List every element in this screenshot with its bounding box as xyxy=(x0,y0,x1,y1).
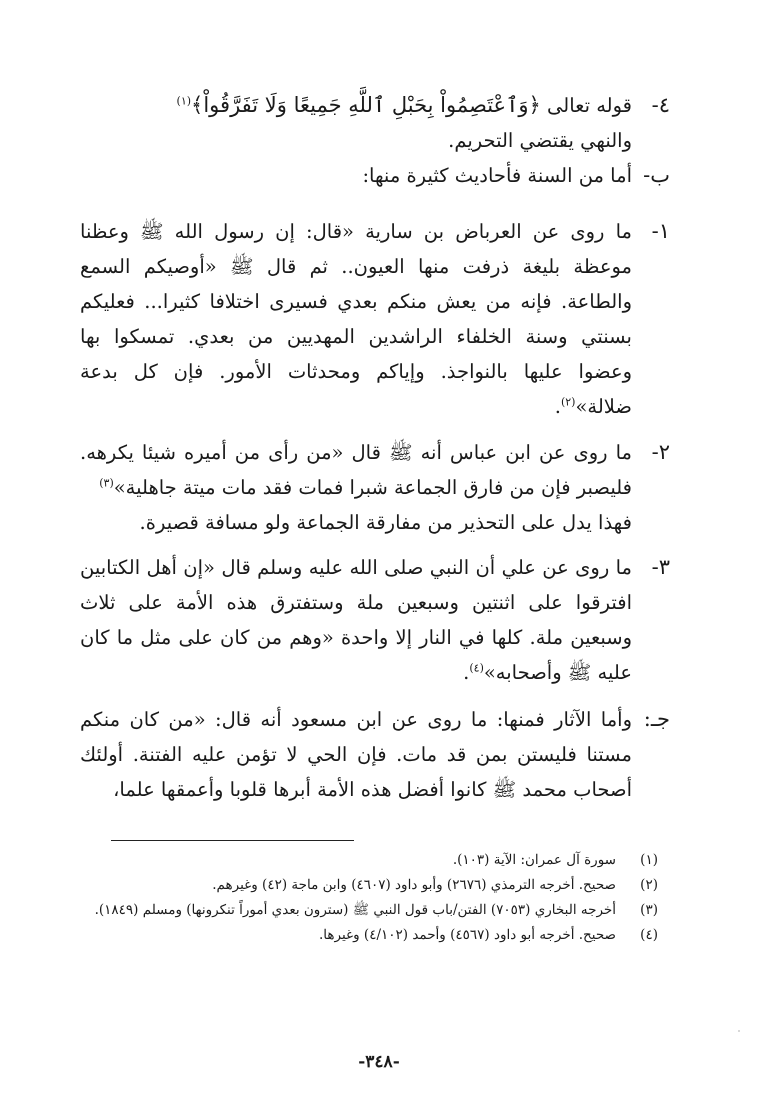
scan-speck xyxy=(738,1030,740,1032)
athar xyxy=(80,702,670,807)
hadith-1-number: ١- xyxy=(651,219,670,243)
footnote-1-number: (١) xyxy=(640,852,658,868)
footnotes xyxy=(88,848,658,948)
heading-sunnah-text: أما من السنة فأحاديث كثيرة منها: xyxy=(362,164,632,187)
athar-text: وأما الآثار فمنها: ما روى عن ابن مسعود أنه قال: «من كان منكم مستنا فليستن بمن قد مات. فإن الحي لا تؤمن عليه الفتنة. أولئك أصحاب محمد ﷺ كانوا أفضل هذه الأمة أبرها قلوبا وأعمقها علما، xyxy=(80,708,632,801)
footnote-4-text: صحيح. أخرجه أبو داود (٤٥٦٧) وأحمد (٤/١٠٢) وغيرها. xyxy=(319,927,616,943)
footnote-divider xyxy=(111,840,354,841)
hadith-1 xyxy=(80,214,670,424)
footnote-3-text: أخرجه البخاري (٧٠٥٣) الفتن/باب قول النبي ﷺ (سترون بعدي أموراً تنكرونها) ومسلم (١٨٤٩). xyxy=(94,902,616,918)
hadith-2 xyxy=(80,435,670,540)
page-number: -٣٤٨- xyxy=(358,1052,400,1072)
hadith-2-commentary: فهذا يدل على التحذير من مفارقة الجماعة ولو مسافة قصيرة. xyxy=(139,511,632,534)
hadith-3 xyxy=(80,550,670,690)
hadith-1-text: ما روى عن العرباض بن سارية «قال: إن رسول الله ﷺ وعظنا موعظة بليغة ذرفت منها العيون.. ثم قال ﷺ «أوصيكم السمع والطاعة. فإنه من يعش منكم بعدي فسيرى اختلافا كثيرا... فعليكم بسنتي وسنة الخلفاء الراشدين المهديين من بعدي. تمسكوا بها وعضوا عليها بالنواجذ. وإياكم ومحدثات الأمور. فإن كل بدعة ضلالة» xyxy=(80,220,632,418)
hadith-3-text: ما روى عن علي أن النبي صلى الله عليه وسلم قال «إن أهل الكتابين افترقوا على اثنتين وسبعين ملة وستفترق هذه الأمة على ثلاث وسبعين ملة. كلها في النار إلا واحدة «وهم من كان على مثل ما كان عليه ﷺ وأصحابه» xyxy=(80,556,632,684)
heading-sunnah xyxy=(80,158,670,193)
footnote-2 xyxy=(88,873,658,898)
item-4 xyxy=(80,88,670,158)
athar-letter: جـ: xyxy=(643,707,670,731)
footnote-3 xyxy=(88,898,658,923)
item-4-number: ٤- xyxy=(651,93,670,117)
quran-verse: ﴿وَٱعْتَصِمُواْ بِحَبْلِ ٱللَّهِ جَمِيعًا وَلَا تَفَرَّقُواْ﴾ xyxy=(191,93,541,117)
hadith-3-number: ٣- xyxy=(651,555,670,579)
footnote-2-text: صحيح. أخرجه الترمذي (٢٦٧٦) وأبو داود (٤٦٠٧) وابن ماجة (٤٢) وغيرهم. xyxy=(212,877,616,893)
footnote-1 xyxy=(88,848,658,873)
footnote-1-text: سورة آل عمران: الآية (١٠٣). xyxy=(452,852,616,868)
footnote-ref-2: (٢) xyxy=(560,395,576,409)
hadith-2-text: ما روى عن ابن عباس أنه ﷺ قال «من رأى من أميره شيئا يكرهه. فليصبر فإن من فارق الجماعة شبرا فمات فقد مات ميتة جاهلية» xyxy=(80,441,632,499)
footnote-4 xyxy=(88,923,658,948)
footnote-ref-3: (٣) xyxy=(99,476,114,490)
footnote-2-number: (٢) xyxy=(640,877,658,893)
hadith-2-number: ٢- xyxy=(651,440,670,464)
footnote-4-number: (٤) xyxy=(640,927,658,943)
footnote-ref-4: (٤) xyxy=(469,661,484,675)
item-4-intro: قوله تعالى xyxy=(540,94,632,117)
footnote-ref-1: (١) xyxy=(176,94,192,108)
hadith-3-end: . xyxy=(463,661,470,684)
hadith-1-end: . xyxy=(554,395,561,418)
heading-sunnah-letter: ب- xyxy=(643,163,670,187)
item-4-conclusion: والنهي يقتضي التحريم. xyxy=(448,129,632,152)
footnote-3-number: (٣) xyxy=(640,902,658,918)
